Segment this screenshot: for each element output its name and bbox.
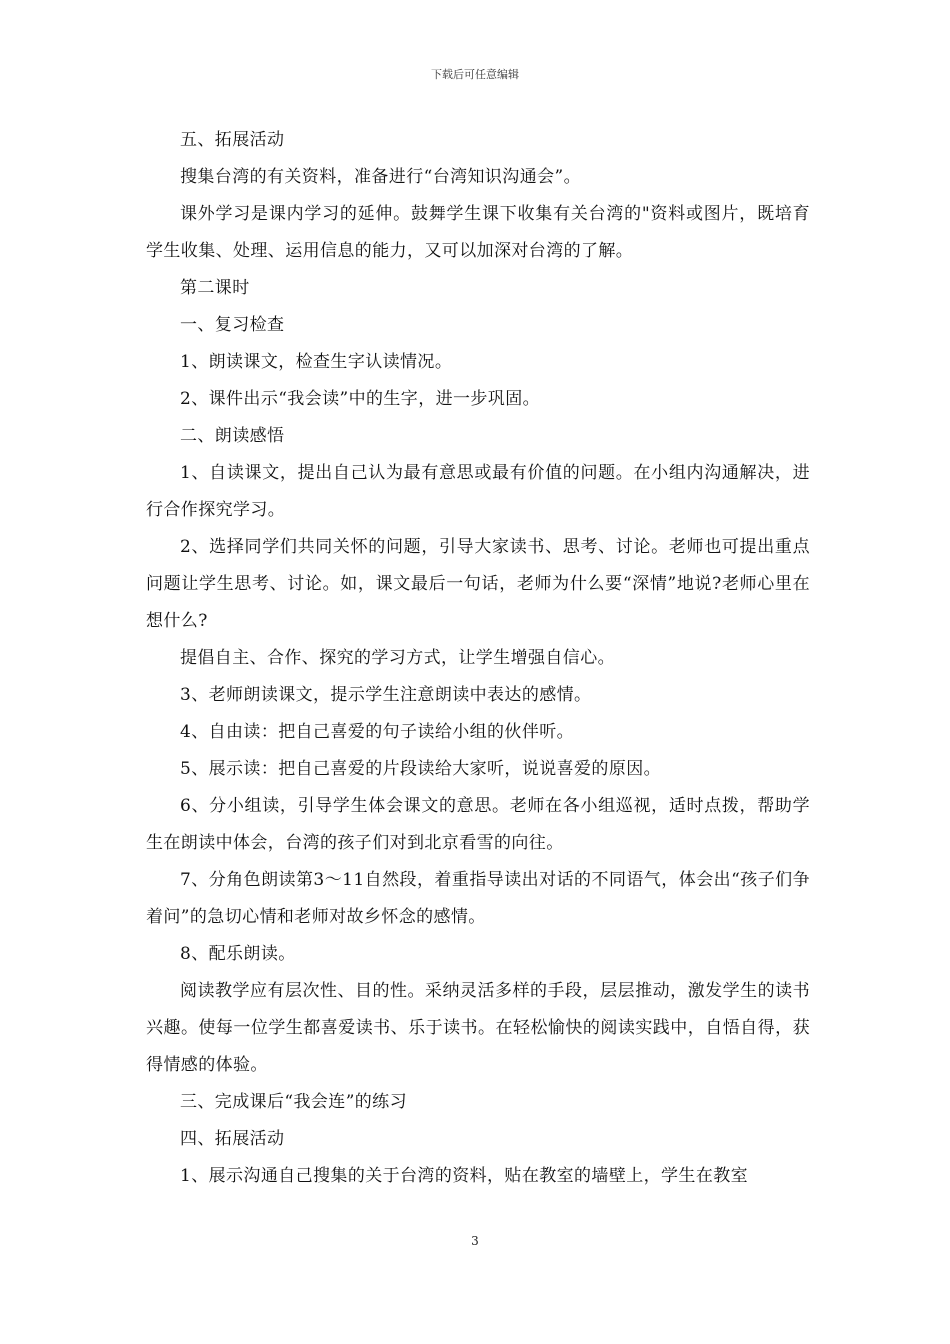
lesson-heading: 第二课时 (180, 278, 250, 298)
section-heading-activity: 四、拓展活动 (180, 1129, 285, 1149)
list-item: 2、课件出示“我会读”中的生字，进一步巩固。 (180, 389, 540, 409)
page-header: 下载后可任意编辑 (431, 68, 519, 81)
list-item: 2、选择同学们共同关怀的问题，引导大家读书、思考、讨论。老师也可提出重点问题让学生思考、讨论。如，课文最后一句话，老师为什么要“深情”地说?老师心里在想什么? (146, 537, 810, 631)
list-item: 8、配乐朗读。 (180, 944, 296, 964)
list-item: 7、分角色朗读第3～11自然段，着重指导读出对话的不同语气，体会出“孩子们争着问”的急切心情和老师对故乡怀念的感情。 (146, 870, 810, 927)
paragraph: 课外学习是课内学习的延伸。鼓舞学生课下收集有关台湾的"资料或图片，既培育学生收集、处理、运用信息的能力，又可以加深对台湾的了解。 (146, 204, 810, 261)
section-heading-extension: 五、拓展活动 (180, 130, 285, 150)
section-heading-review: 一、复习检查 (180, 315, 285, 335)
paragraph: 搜集台湾的有关资料，准备进行“台湾知识沟通会”。 (180, 167, 581, 187)
list-item: 4、自由读：把自己喜爱的句子读给小组的伙伴听。 (180, 722, 575, 742)
list-item: 3、老师朗读课文，提示学生注意朗读中表达的感情。 (180, 685, 592, 705)
document-body (146, 122, 810, 1195)
paragraph: 提倡自主、合作、探究的学习方式，让学生增强自信心。 (180, 648, 615, 668)
section-heading-reading: 二、朗读感悟 (180, 426, 285, 446)
section-heading-exercise: 三、完成课后“我会连”的练习 (180, 1092, 407, 1112)
list-item: 1、朗读课文，检查生字认读情况。 (180, 352, 453, 372)
list-item: 6、分小组读，引导学生体会课文的意思。老师在各小组巡视，适时点拨，帮助学生在朗读中体会，台湾的孩子们对到北京看雪的向往。 (146, 796, 810, 853)
list-item: 1、展示沟通自己搜集的关于台湾的资料，贴在教室的墙壁上，学生在教室 (180, 1166, 749, 1186)
list-item: 5、展示读：把自己喜爱的片段读给大家听，说说喜爱的原因。 (180, 759, 662, 779)
paragraph: 阅读教学应有层次性、目的性。采纳灵活多样的手段，层层推动，激发学生的读书兴趣。使每一位学生都喜爱读书、乐于读书。在轻松愉快的阅读实践中，自悟自得，获得情感的体验。 (146, 981, 810, 1075)
list-item: 1、自读课文，提出自己认为最有意思或最有价值的问题。在小组内沟通解决，进行合作探究学习。 (146, 463, 810, 520)
page-number: 3 (471, 1234, 479, 1248)
